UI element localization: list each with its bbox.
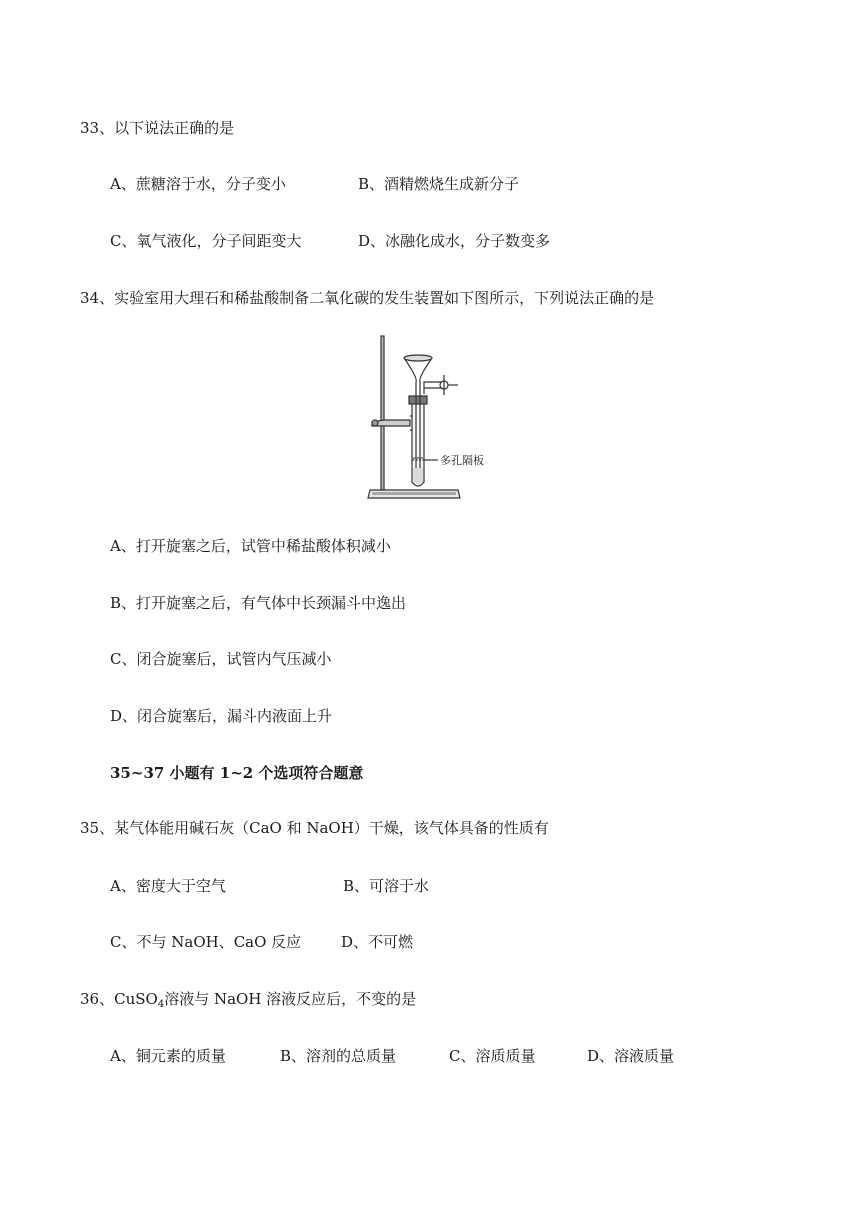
q36-option-b: B、溶剂的总质量: [280, 1047, 397, 1065]
co2-generator-apparatus-figure: [360, 330, 510, 510]
q33-option-a: A、蔗糖溶于水，分子变小: [110, 175, 286, 193]
q36-stem-subscript: 4: [157, 999, 165, 1010]
q35-option-c: C、不与 NaOH、CaO 反应: [110, 933, 302, 951]
q35-option-a: A、密度大于空气: [110, 877, 226, 895]
hydrochloric-acid: [413, 468, 423, 484]
q35-stem: 35、某气体能用碱石灰（CaO 和 NaOH）干燥，该气体具备的性质有: [80, 819, 549, 837]
q36-option-a: A、铜元素的质量: [110, 1047, 226, 1065]
q36-option-c: C、溶质质量: [449, 1047, 536, 1065]
q33-stem: 33、以下说法正确的是: [80, 119, 235, 137]
q36-stem-prefix: 36、CuSO: [80, 990, 158, 1008]
q36-stem-suffix: 溶液与 NaOH 溶液反应后，不变的是: [164, 990, 417, 1008]
rubber-stopper: [409, 396, 427, 404]
section-note: 35~37 小题有 1~2 个选项符合题意: [110, 764, 364, 782]
q35-option-d: D、不可燃: [341, 933, 414, 951]
q33-option-c: C、氧气液化，分子间距变大: [110, 232, 302, 250]
q35-option-b: B、可溶于水: [343, 877, 430, 895]
q36-option-d: D、溶液质量: [587, 1047, 675, 1065]
q34-option-a: A、打开旋塞之后，试管中稀盐酸体积减小: [110, 537, 391, 555]
q34-option-b: B、打开旋塞之后，有气体中长颈漏斗中逸出: [110, 594, 407, 612]
q34-option-d: D、闭合旋塞后，漏斗内液面上升: [110, 707, 333, 725]
q34-stem: 34、实验室用大理石和稀盐酸制备二氧化碳的发生装置如下图所示，下列说法正确的是: [80, 289, 655, 307]
stand-rod: [381, 336, 384, 490]
q33-option-b: B、酒精燃烧生成新分子: [358, 175, 520, 193]
porous-plate-label: 多孔隔板: [440, 454, 484, 467]
q34-option-c: C、闭合旋塞后，试管内气压减小: [110, 650, 332, 668]
q36-stem: [80, 989, 416, 1015]
q33-option-d: D、冰融化成水，分子数变多: [358, 232, 551, 250]
